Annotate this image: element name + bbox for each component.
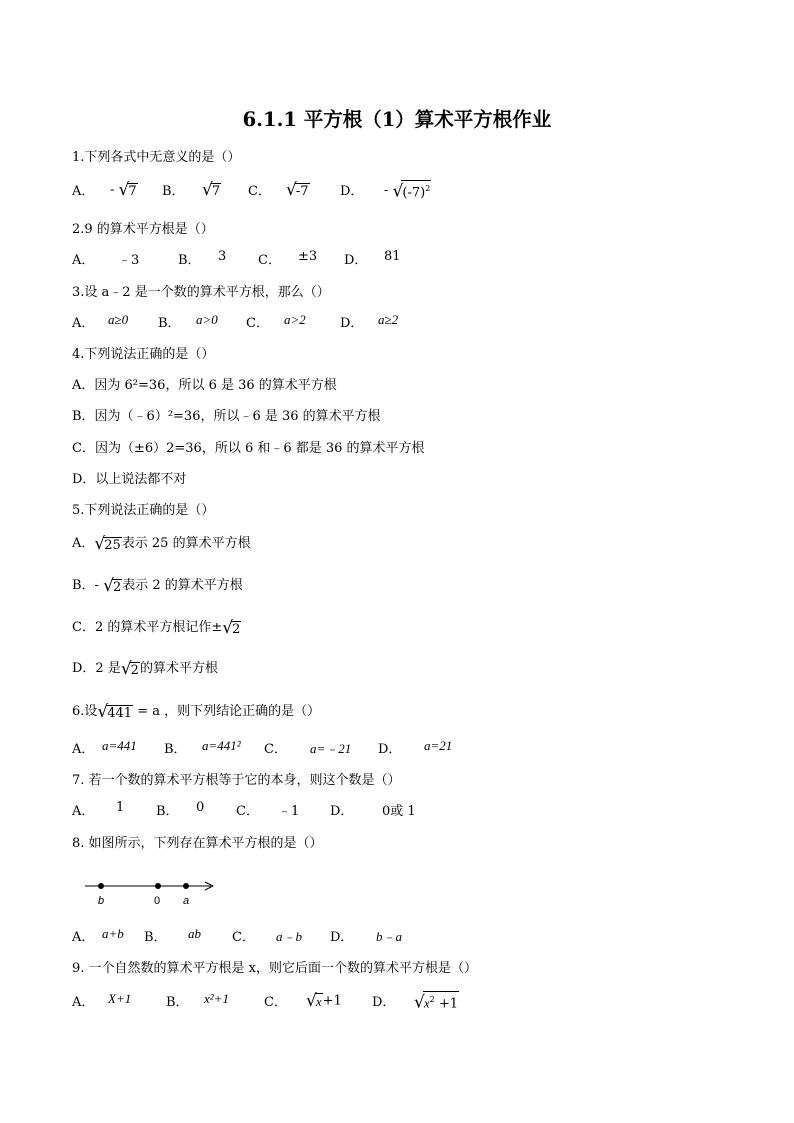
sqrt-neg7-radical: √-7	[286, 180, 309, 200]
option-d-expr	[414, 991, 459, 1012]
option-b-value: a>0	[196, 312, 218, 327]
option-d-value: a≥2	[378, 312, 399, 327]
question-2-stem: 2.9 的算术平方根是（）	[72, 222, 214, 237]
question-4-option-c: C．因为（±6）2=36，所以 6 和﹣6 都是 36 的算术平方根	[72, 441, 425, 456]
radicand: 2	[130, 662, 139, 678]
option-text: 表示 25 的算术平方根	[121, 536, 251, 551]
option-d-expr	[384, 180, 431, 201]
option-d-label: D．	[330, 804, 354, 819]
option-d-label: D．	[340, 316, 364, 331]
option-b-label: B．	[158, 316, 181, 331]
option-text: C．2 的算术平方根记作±	[72, 620, 223, 635]
option-label: D．2 是	[72, 661, 121, 676]
option-a-label: A．	[72, 995, 95, 1010]
question-4-option-a: A．因为 6²=36，所以 6 是 36 的算术平方根	[72, 378, 337, 393]
option-b-label: B．	[164, 742, 187, 757]
option-label: B．-	[72, 578, 99, 593]
option-a-label: A．	[72, 742, 95, 757]
option-c-value: ﹣1	[278, 804, 300, 819]
question-5-option-d	[72, 657, 218, 679]
question-5-option-c	[72, 616, 241, 638]
option-c-label: C．	[236, 804, 259, 819]
option-b-value: x²+1	[204, 991, 229, 1006]
sqrt-441-radical: √441	[97, 701, 133, 722]
question-7-stem: 7. 若一个数的算术平方根等于它的本身，则这个数是（）	[72, 773, 401, 788]
option-c-expr	[306, 991, 342, 1011]
option-b-value: a=441²	[202, 738, 241, 753]
option-d-value: b﹣a	[376, 929, 403, 944]
option-label: A．	[72, 536, 95, 551]
option-a-value: a≥0	[108, 312, 129, 327]
option-d-label: D．	[372, 995, 396, 1010]
question-5-option-b	[72, 574, 243, 596]
option-a-label: A．	[72, 930, 95, 945]
sqrt-x-radical: √x	[306, 991, 322, 1011]
sqrt-squared-radical: $√(-7)^2$	[392, 181, 431, 202]
option-b-label: B．	[162, 184, 185, 199]
option-a-value: 1	[116, 800, 125, 815]
option-a-label: A．	[72, 253, 95, 268]
option-text: 表示 2 的算术平方根	[122, 578, 243, 593]
radicand: 441	[107, 705, 133, 721]
option-a-value: a+b	[102, 926, 124, 941]
question-4-option-b: B．因为（﹣6）²=36，所以﹣6 是 36 的算术平方根	[72, 409, 381, 424]
question-5-stem: 5.下列说法正确的是（）	[72, 503, 215, 518]
option-text: 的算术平方根	[139, 661, 218, 676]
radicand: 2	[232, 621, 241, 637]
option-d-value: 81	[384, 249, 401, 264]
sqrt-2-radical: √2	[222, 617, 241, 638]
option-b-value: 3	[218, 249, 227, 264]
option-d-label: D．	[340, 184, 364, 199]
label-zero: 0	[154, 895, 161, 907]
stem-suffix: = a ，则下列结论正确的是（）	[133, 704, 321, 719]
option-d-value: 0或 1	[382, 804, 416, 819]
question-6-stem	[72, 700, 320, 722]
option-c-value: ±3	[298, 249, 318, 264]
question-5-option-a	[72, 532, 251, 554]
sqrt-2-radical: √2	[103, 575, 122, 596]
option-a-label: A．	[72, 804, 95, 819]
point-zero	[155, 883, 161, 889]
option-a-label: A．	[72, 184, 95, 199]
stem-prefix: 6.设	[72, 704, 98, 719]
option-b-label: B．	[144, 930, 167, 945]
radicand: 7	[211, 184, 221, 199]
option-d-label: D．	[378, 742, 402, 757]
question-9-stem: 9. 一个自然数的算术平方根是 x，则它后面一个数的算术平方根是（）	[72, 961, 477, 976]
option-c-value: a=﹣21	[310, 741, 352, 756]
question-4-stem: 4.下列说法正确的是（）	[72, 347, 215, 362]
label-b: b	[98, 895, 105, 907]
option-a-expr	[110, 180, 138, 200]
radicand	[401, 180, 431, 200]
label-a: a	[183, 895, 190, 907]
sqrt-2-radical: √2	[120, 658, 139, 679]
point-b	[98, 883, 104, 889]
radicand	[423, 991, 459, 1011]
sqrt-25-radical: √25	[94, 533, 121, 554]
sqrt-7-radical: √7	[118, 180, 137, 200]
option-a-value: a=441	[102, 738, 137, 753]
option-d-label: D．	[344, 253, 368, 268]
radicand: -7	[295, 184, 309, 199]
option-c-label: C．	[248, 184, 271, 199]
option-d-label: D．	[330, 930, 354, 945]
option-c-label: C．	[258, 253, 281, 268]
option-b-label: B．	[156, 804, 179, 819]
radicand-tail: +1	[434, 996, 459, 1012]
exponent: 2	[425, 184, 431, 193]
radicand: 25	[104, 537, 121, 553]
option-b-expr	[202, 180, 221, 200]
option-c-label: C．	[232, 930, 255, 945]
number-line-figure	[83, 876, 223, 908]
radicand: x	[315, 994, 322, 1009]
minus-sign: -	[110, 182, 115, 198]
radicand: 2	[112, 579, 122, 595]
option-b-value: 0	[196, 800, 205, 815]
plus-one: +1	[322, 993, 342, 1009]
radicand-base: x	[423, 995, 430, 1011]
option-d-value: a=21	[424, 738, 453, 753]
option-c-label: C．	[264, 742, 287, 757]
question-8-stem: 8. 如图所示，下列存在算术平方根的是（）	[72, 836, 323, 851]
radicand: 7	[128, 184, 137, 199]
option-c-value: a﹣b	[276, 929, 303, 944]
option-a-value: ﹣3	[118, 253, 140, 268]
option-a-label: A．	[72, 316, 95, 331]
sqrt-7-radical: √7	[202, 180, 221, 200]
radicand-base: (-7)	[402, 185, 426, 201]
minus-sign: -	[384, 183, 389, 199]
question-1-stem: 1.下列各式中无意义的是（）	[72, 150, 241, 165]
option-c-label: C．	[246, 316, 269, 331]
option-b-label: B．	[178, 253, 201, 268]
option-a-value: X+1	[108, 991, 132, 1006]
option-b-value: ab	[188, 926, 201, 941]
option-c-label: C．	[264, 995, 287, 1010]
page-title: 6.1.1 平方根（1）算术平方根作业	[242, 108, 552, 131]
sqrt-x2-plus-1-radical: $√x^2 +1$	[414, 992, 459, 1013]
question-4-option-d: D．以上说法都不对	[72, 472, 187, 487]
exponent: 2	[429, 995, 435, 1004]
question-3-stem: 3.设 a﹣2 是一个数的算术平方根，那么（）	[72, 285, 330, 300]
option-c-expr	[286, 180, 310, 200]
option-b-label: B．	[166, 995, 189, 1010]
point-a	[183, 883, 189, 889]
option-c-value: a>2	[284, 312, 306, 327]
